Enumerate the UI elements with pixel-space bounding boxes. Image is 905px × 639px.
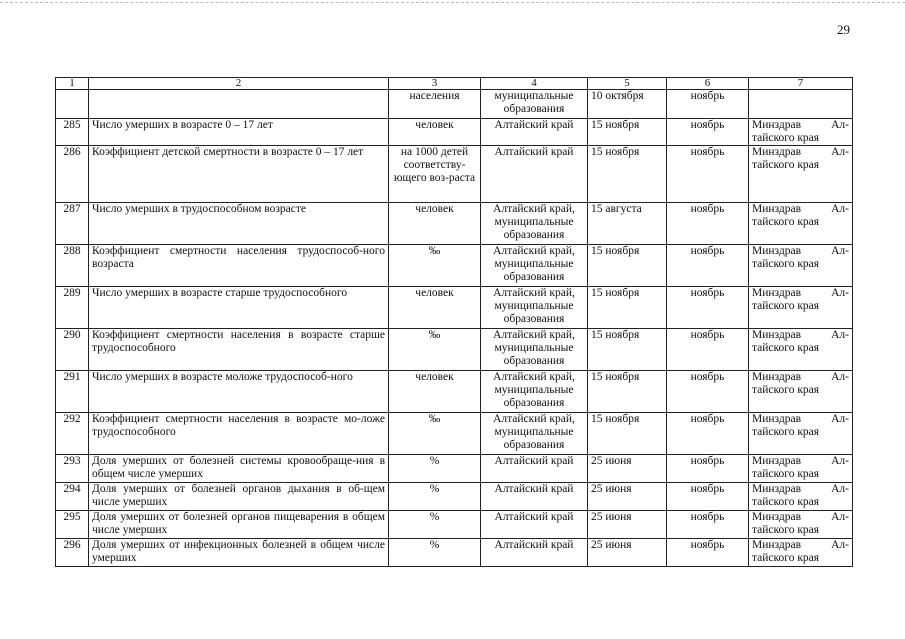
row-number: 292 xyxy=(56,413,89,455)
indicator-name: Доля умерших от болезней системы кровообраще-ния в общем числе умерших xyxy=(89,455,389,483)
indicator-name: Коэффициент смертности населения в возрасте мо-ложе трудоспособного xyxy=(89,413,389,455)
period-cell: ноябрь xyxy=(667,287,749,329)
source-line-1: Минздрав Ал- xyxy=(752,245,849,257)
indicator-name: Коэффициент смертности населения трудоспособ-ного возраста xyxy=(89,245,389,287)
header-cell: 6 xyxy=(667,78,749,90)
table-row xyxy=(56,483,853,511)
source-line-2: тайского края xyxy=(752,496,820,508)
source-line-2: тайского края xyxy=(752,524,820,536)
row-number: 294 xyxy=(56,483,89,511)
period-cell: ноябрь xyxy=(667,90,749,119)
date-cell: 15 ноября xyxy=(588,119,667,146)
source-cell xyxy=(749,413,853,455)
unit-cell: человек xyxy=(389,287,481,329)
source-line-1: Минздрав Ал- xyxy=(752,203,849,215)
header-cell: 4 xyxy=(481,78,588,90)
header-cell: 3 xyxy=(389,78,481,90)
date-cell: 15 ноября xyxy=(588,329,667,371)
date-cell: 25 июня xyxy=(588,511,667,539)
territory-cell: Алтайский край xyxy=(481,146,588,203)
row-number: 295 xyxy=(56,511,89,539)
indicator-name: Число умерших в возрасте старше трудоспособного xyxy=(89,287,389,329)
date-cell: 15 августа xyxy=(588,203,667,245)
header-cell: 5 xyxy=(588,78,667,90)
unit-cell: человек xyxy=(389,203,481,245)
table-row xyxy=(56,413,853,455)
unit-cell: % xyxy=(389,539,481,567)
source-line-1: Минздрав Ал- xyxy=(752,119,849,131)
territory-cell: Алтайский край xyxy=(481,455,588,483)
indicator-name xyxy=(89,90,389,119)
unit-cell: ‰ xyxy=(389,329,481,371)
table-row xyxy=(56,287,853,329)
row-number: 288 xyxy=(56,245,89,287)
table-row xyxy=(56,245,853,287)
table-row xyxy=(56,203,853,245)
source-cell xyxy=(749,371,853,413)
source-cell xyxy=(749,287,853,329)
unit-cell: на 1000 детей соответству-ющего воз-раста xyxy=(389,146,481,203)
source-line-2: тайского края xyxy=(752,258,820,270)
territory-cell: Алтайский край, муниципальные образования xyxy=(481,245,588,287)
header-cell: 1 xyxy=(56,78,89,90)
source-line-1: Минздрав Ал- xyxy=(752,371,849,383)
source-line-2: тайского края xyxy=(752,468,820,480)
row-number: 286 xyxy=(56,146,89,203)
period-cell: ноябрь xyxy=(667,119,749,146)
row-number: 291 xyxy=(56,371,89,413)
territory-cell: Алтайский край xyxy=(481,119,588,146)
source-line-2: тайского края xyxy=(752,216,820,228)
table-row xyxy=(56,539,853,567)
indicator-name: Число умерших в возрасте 0 – 17 лет xyxy=(89,119,389,146)
source-cell xyxy=(749,119,853,146)
unit-cell: человек xyxy=(389,371,481,413)
period-cell: ноябрь xyxy=(667,511,749,539)
date-cell: 25 июня xyxy=(588,539,667,567)
date-cell: 10 октября xyxy=(588,90,667,119)
table-row xyxy=(56,455,853,483)
table-row xyxy=(56,511,853,539)
indicators-table xyxy=(55,77,853,567)
table-row xyxy=(56,329,853,371)
table-row xyxy=(56,119,853,146)
source-line-1: Минздрав Ал- xyxy=(752,511,849,523)
territory-cell: Алтайский край, муниципальные образования xyxy=(481,329,588,371)
date-cell: 15 ноября xyxy=(588,245,667,287)
continuation-row xyxy=(56,90,853,119)
source-cell xyxy=(749,146,853,203)
source-line-1: Минздрав Ал- xyxy=(752,539,849,551)
row-number: 290 xyxy=(56,329,89,371)
source-line-2: тайского края xyxy=(752,384,820,396)
unit-cell: % xyxy=(389,483,481,511)
indicator-name: Доля умерших от инфекционных болезней в общем числе умерших xyxy=(89,539,389,567)
territory-cell: Алтайский край, муниципальные образования xyxy=(481,287,588,329)
source-line-1: Минздрав Ал- xyxy=(752,455,849,467)
source-cell xyxy=(749,90,853,119)
row-number: 289 xyxy=(56,287,89,329)
source-cell xyxy=(749,203,853,245)
source-cell xyxy=(749,483,853,511)
column-number-row xyxy=(56,78,853,90)
source-line-2: тайского края xyxy=(752,132,820,144)
indicator-name: Число умерших в трудоспособном возрасте xyxy=(89,203,389,245)
territory-cell: Алтайский край xyxy=(481,539,588,567)
date-cell: 15 ноября xyxy=(588,371,667,413)
territory-cell: муниципальные образования xyxy=(481,90,588,119)
period-cell: ноябрь xyxy=(667,483,749,511)
indicator-name: Доля умерших от болезней органов дыхания в об-щем числе умерших xyxy=(89,483,389,511)
date-cell: 25 июня xyxy=(588,455,667,483)
source-line-1: Минздрав Ал- xyxy=(752,146,849,158)
row-number xyxy=(56,90,89,119)
source-line-1: Минздрав Ал- xyxy=(752,483,849,495)
source-line-2: тайского края xyxy=(752,342,820,354)
source-line-1: Минздрав Ал- xyxy=(752,287,849,299)
territory-cell: Алтайский край xyxy=(481,511,588,539)
unit-cell: ‰ xyxy=(389,413,481,455)
source-cell xyxy=(749,455,853,483)
indicator-name: Число умерших в возрасте моложе трудоспособ-ного xyxy=(89,371,389,413)
table-row xyxy=(56,146,853,203)
period-cell: ноябрь xyxy=(667,245,749,287)
period-cell: ноябрь xyxy=(667,455,749,483)
scan-edge-line xyxy=(0,2,905,3)
source-cell xyxy=(749,329,853,371)
period-cell: ноябрь xyxy=(667,329,749,371)
period-cell: ноябрь xyxy=(667,371,749,413)
indicator-name: Коэффициент смертности населения в возрасте старше трудоспособного xyxy=(89,329,389,371)
date-cell: 25 июня xyxy=(588,483,667,511)
unit-cell: ‰ xyxy=(389,245,481,287)
row-number: 296 xyxy=(56,539,89,567)
territory-cell: Алтайский край xyxy=(481,483,588,511)
source-line-1: Минздрав Ал- xyxy=(752,413,849,425)
territory-cell: Алтайский край, муниципальные образования xyxy=(481,371,588,413)
territory-cell: Алтайский край, муниципальные образования xyxy=(481,413,588,455)
row-number: 287 xyxy=(56,203,89,245)
unit-cell: % xyxy=(389,511,481,539)
source-line-1: Минздрав Ал- xyxy=(752,329,849,341)
source-cell xyxy=(749,539,853,567)
source-line-2: тайского края xyxy=(752,300,820,312)
date-cell: 15 ноября xyxy=(588,287,667,329)
table-body xyxy=(56,78,853,567)
indicator-name: Коэффициент детской смертности в возрасте 0 – 17 лет xyxy=(89,146,389,203)
period-cell: ноябрь xyxy=(667,203,749,245)
header-cell: 2 xyxy=(89,78,389,90)
unit-cell: человек xyxy=(389,119,481,146)
date-cell: 15 ноября xyxy=(588,413,667,455)
source-line-2: тайского края xyxy=(752,552,820,564)
table-row xyxy=(56,371,853,413)
page-number: 29 xyxy=(837,22,850,37)
header-cell: 7 xyxy=(749,78,853,90)
indicator-name: Доля умерших от болезней органов пищеварения в общем числе умерших xyxy=(89,511,389,539)
period-cell: ноябрь xyxy=(667,413,749,455)
source-cell xyxy=(749,245,853,287)
unit-cell: % xyxy=(389,455,481,483)
row-number: 293 xyxy=(56,455,89,483)
source-cell xyxy=(749,511,853,539)
source-line-2: тайского края xyxy=(752,426,820,438)
unit-cell: населения xyxy=(389,90,481,119)
period-cell: ноябрь xyxy=(667,146,749,203)
territory-cell: Алтайский край, муниципальные образования xyxy=(481,203,588,245)
period-cell: ноябрь xyxy=(667,539,749,567)
row-number: 285 xyxy=(56,119,89,146)
date-cell: 15 ноября xyxy=(588,146,667,203)
source-line-2: тайского края xyxy=(752,159,820,171)
